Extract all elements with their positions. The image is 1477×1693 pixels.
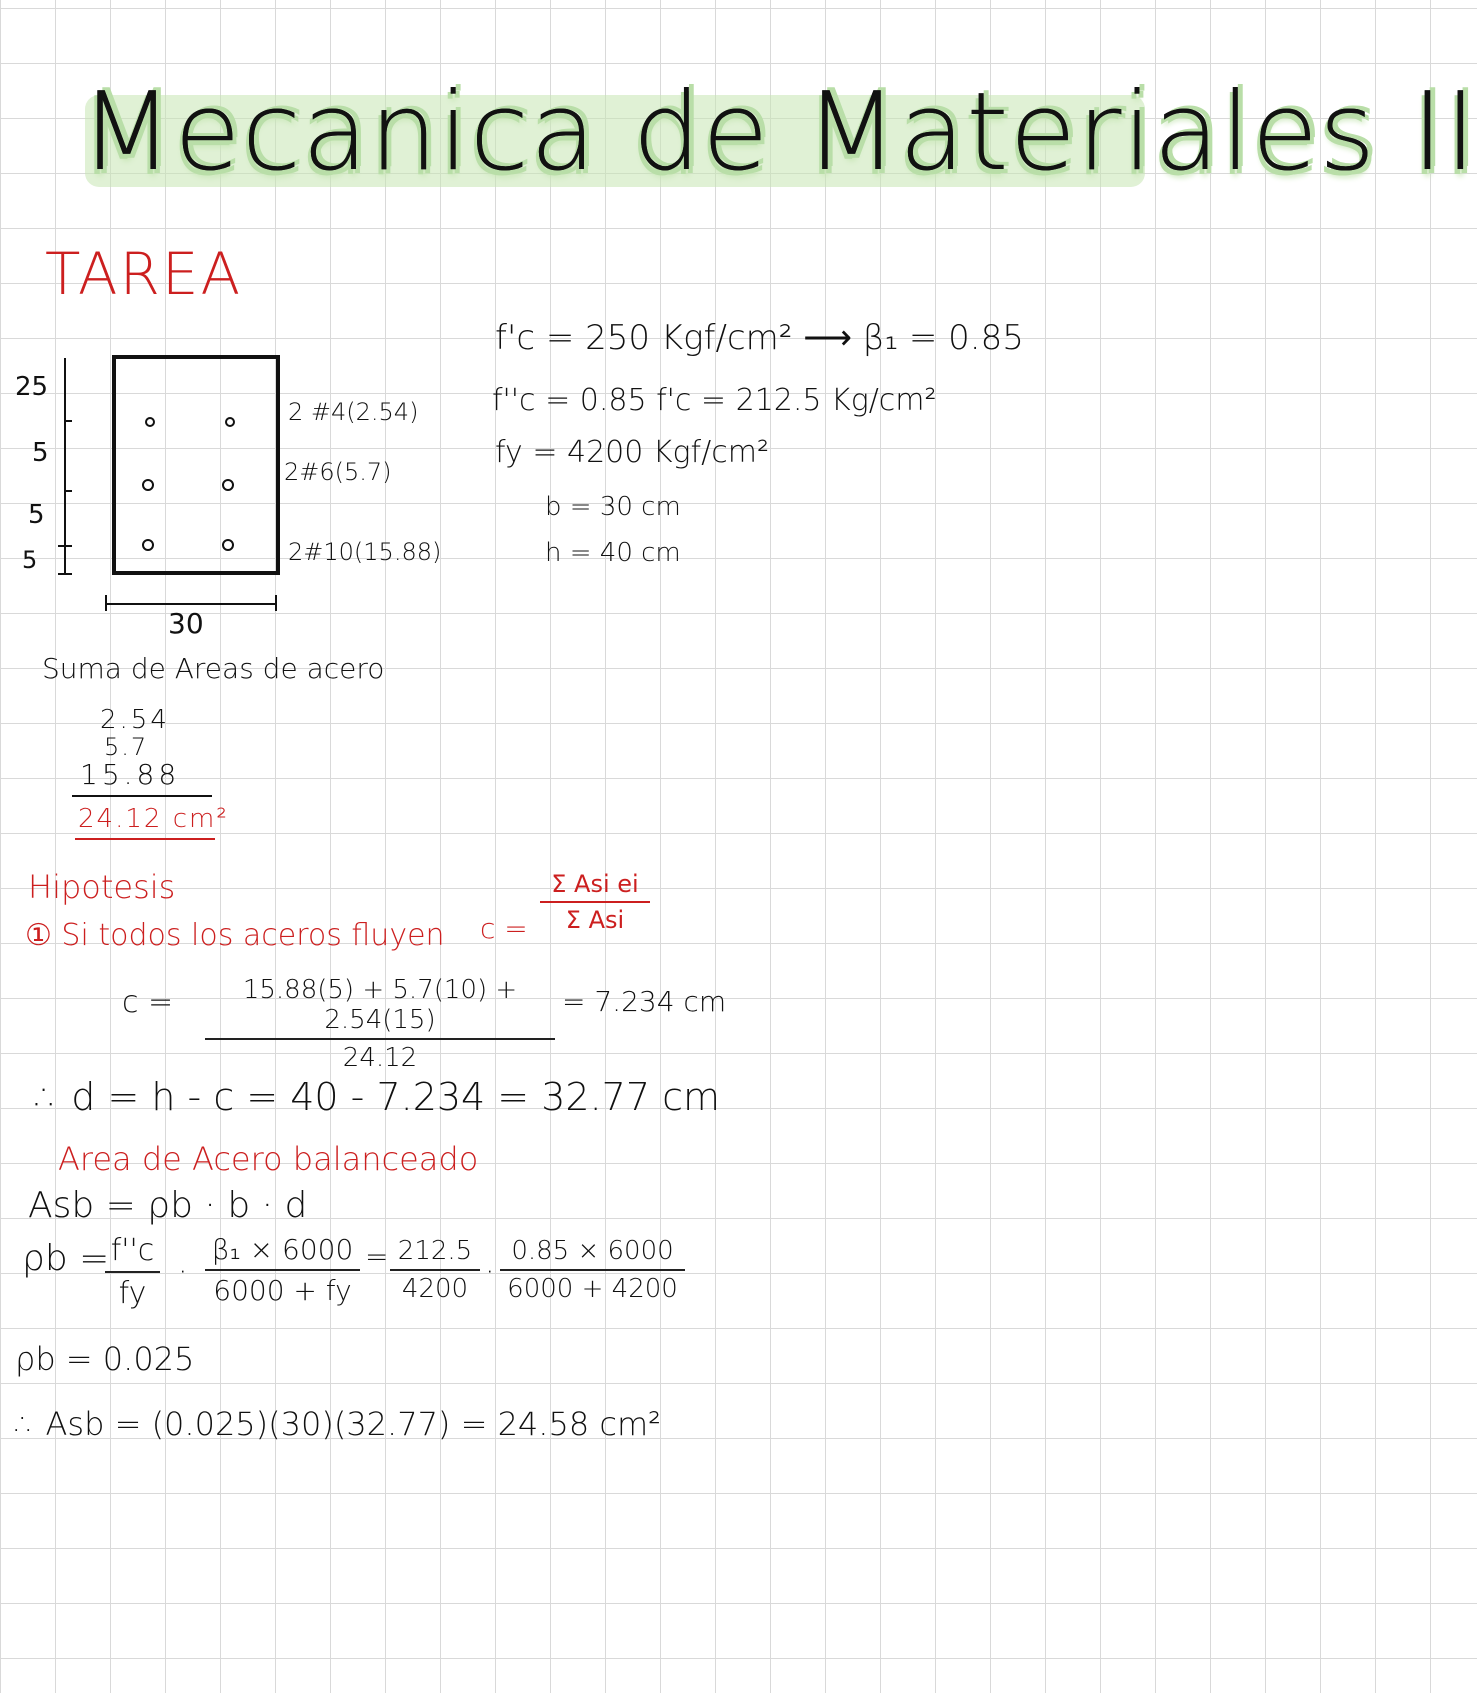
rho-value: ρb = 0.025 xyxy=(15,1340,195,1378)
area-sum-label: Suma de Areas de acero xyxy=(42,652,385,685)
c-eq-lhs: c = xyxy=(122,985,174,1020)
rebar-mid-left xyxy=(142,479,154,491)
rebar-mid-right xyxy=(222,479,234,491)
rho-frac-2-num: β₁ × 6000 xyxy=(211,1233,354,1266)
rho-frac-3-den: 4200 xyxy=(401,1274,469,1304)
beam-section-rectangle xyxy=(112,355,280,575)
bar-label-6: 2#6(5.7) xyxy=(284,458,392,486)
rho-frac-4-num: 0.85 × 6000 xyxy=(511,1236,674,1266)
width-label: 30 xyxy=(168,607,204,640)
bottom-dim-tick-right xyxy=(275,595,277,611)
rho-frac-1-num: f''c xyxy=(110,1233,155,1268)
rho-eq: = xyxy=(365,1240,389,1273)
c-eq-fraction xyxy=(205,975,555,1073)
rho-dot-1: · xyxy=(178,1255,188,1290)
rho-dot-2: · xyxy=(485,1255,495,1290)
area-item-1: 2.54 xyxy=(100,705,170,735)
asb-value: ∴ Asb = (0.025)(30)(32.77) = 24.58 cm² xyxy=(15,1405,661,1443)
bottom-dimension-line xyxy=(105,603,277,605)
dim-25: 25 xyxy=(15,372,49,402)
rho-frac-4 xyxy=(500,1236,685,1304)
rho-frac-2-bar xyxy=(205,1269,360,1271)
dim-5-b: 5 xyxy=(28,500,45,530)
area-total: 24.12 cm² xyxy=(78,804,229,834)
rebar-top-right xyxy=(225,417,235,427)
rho-lhs: ρb = xyxy=(22,1238,110,1279)
rebar-bot-left xyxy=(142,539,154,551)
c-eq-den: 24.12 xyxy=(342,1043,418,1073)
heading-tarea: TAREA xyxy=(45,240,243,308)
rebar-bot-right xyxy=(222,539,234,551)
dim-5-a: 5 xyxy=(32,438,49,468)
left-dimension-line xyxy=(64,358,66,573)
c-eq-result: = 7.234 cm xyxy=(562,985,727,1018)
area-item-3: 15.88 xyxy=(80,758,181,791)
d-line: ∴ d = h - c = 40 - 7.234 = 32.77 cm xyxy=(35,1075,721,1119)
left-dim-tick-4 xyxy=(58,573,72,575)
left-dim-tick-1 xyxy=(64,420,72,422)
bar-label-4: 2 #4(2.54) xyxy=(288,398,419,426)
rho-frac-4-den: 6000 + 4200 xyxy=(507,1274,678,1304)
area-sum-rule xyxy=(72,795,212,797)
c-formula-num: Σ Asi ei xyxy=(551,870,639,898)
rebar-top-left xyxy=(145,417,155,427)
page-title: Mecanica de Materiales II xyxy=(80,70,1477,195)
rho-frac-1-den: fy xyxy=(118,1276,147,1311)
rho-frac-1 xyxy=(105,1233,160,1311)
rho-frac-2-den: 6000 + fy xyxy=(213,1274,352,1307)
given-b: b = 30 cm xyxy=(545,492,681,522)
bar-label-10: 2#10(15.88) xyxy=(288,538,442,566)
left-dim-tick-3 xyxy=(58,545,72,547)
rho-frac-3 xyxy=(390,1236,480,1304)
rho-frac-3-num: 212.5 xyxy=(397,1236,473,1266)
left-dim-tick-2 xyxy=(64,490,72,492)
hipotesis-item-1: ① Si todos los aceros fluyen xyxy=(25,918,445,953)
rho-frac-4-bar xyxy=(500,1269,685,1271)
c-formula-bar xyxy=(540,901,650,903)
area-total-underline xyxy=(75,838,215,840)
balanced-title: Area de Acero balanceado xyxy=(58,1140,479,1178)
c-eq-bar xyxy=(205,1038,555,1040)
bottom-dim-tick-left xyxy=(105,595,107,611)
given-fy: fy = 4200 Kgf/cm² xyxy=(495,435,769,470)
hipotesis-title: Hipotesis xyxy=(28,868,176,906)
given-fcc: f''c = 0.85 f'c = 212.5 Kg/cm² xyxy=(492,383,937,418)
area-item-2: 5.7 xyxy=(104,733,149,761)
rho-frac-2 xyxy=(205,1233,360,1307)
asb-formula: Asb = ρb · b · d xyxy=(28,1185,308,1226)
given-fc: f'c = 250 Kgf/cm² ⟶ β₁ = 0.85 xyxy=(495,318,1024,358)
c-eq-num: 15.88(5) + 5.7(10) + 2.54(15) xyxy=(242,975,518,1035)
c-formula-den: Σ Asi xyxy=(565,906,625,934)
given-h: h = 40 cm xyxy=(545,538,681,568)
rho-frac-3-bar xyxy=(390,1269,480,1271)
c-formula-fraction xyxy=(540,870,650,934)
rho-frac-1-bar xyxy=(105,1271,160,1273)
c-formula-lhs: c = xyxy=(480,912,528,945)
dim-5-c: 5 xyxy=(22,546,38,574)
